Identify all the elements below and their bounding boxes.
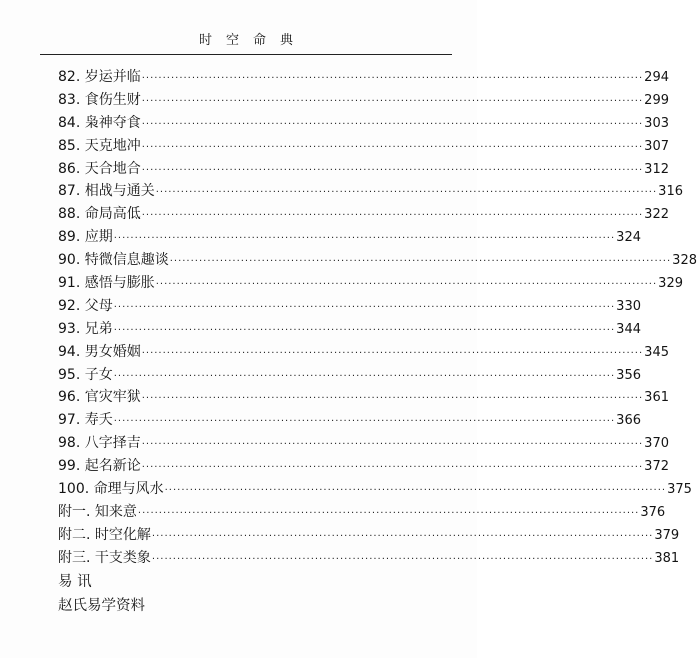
- toc-entry: [58, 66, 669, 89]
- toc-entry: [58, 409, 641, 432]
- toc-entry-title: 95. 子女: [58, 366, 113, 383]
- toc-entry: [58, 364, 641, 387]
- toc-entry-page-number: 366: [616, 413, 641, 429]
- toc-entry-page-number: 345: [644, 344, 669, 360]
- toc-dot-leader: ························································································································: [141, 73, 644, 84]
- toc-entry: [58, 180, 683, 203]
- toc-entry: [58, 89, 669, 112]
- toc-dot-leader: ························································································································: [151, 553, 654, 565]
- toc-dot-leader: ························································································································: [151, 530, 654, 542]
- toc-entry-page-number: 375: [667, 482, 692, 498]
- toc-entry: [58, 249, 697, 272]
- toc-entry-page-number: 330: [616, 298, 641, 314]
- toc-entry: [58, 203, 669, 226]
- toc-entry-title: 97. 寿夭: [58, 412, 113, 429]
- toc-dot-leader: ························································································································: [141, 164, 644, 176]
- toc-dot-leader: ························································································································: [164, 485, 667, 497]
- running-header: [40, 28, 452, 55]
- toc-entry-title: 附一. 知来意: [58, 503, 137, 520]
- toc-entry-title: 93. 兄弟: [58, 320, 113, 337]
- toc-entry-page-number: 361: [644, 390, 669, 406]
- toc-entry: [58, 455, 669, 478]
- toc-entry-title: 83. 食伤生财: [58, 91, 141, 108]
- header-title: 时空命典: [198, 33, 307, 48]
- toc-entry-title: 附二. 时空化解: [58, 526, 151, 543]
- toc-entry: [58, 135, 669, 158]
- toc-entry: [58, 501, 666, 524]
- toc-dot-leader: ························································································································: [141, 141, 644, 153]
- footer-line-yixun: 易 讯: [58, 573, 92, 590]
- toc-entry-title: 100. 命理与风水: [58, 481, 164, 498]
- toc-entry-page-number: 307: [644, 138, 669, 154]
- toc-entry: [58, 524, 680, 547]
- toc-dot-leader: ························································································································: [113, 416, 616, 428]
- toc-dot-leader: ························································································································: [141, 95, 644, 107]
- toc-entry-page-number: 370: [644, 436, 669, 452]
- toc-entry-page-number: 322: [644, 207, 669, 223]
- toc-entry-page-number: 356: [616, 367, 641, 383]
- toc-entry-page-number: 372: [644, 459, 669, 475]
- toc-dot-leader: ························································································································: [141, 439, 644, 451]
- toc-entry-page-number: 312: [644, 161, 669, 177]
- toc-dot-leader: ························································································································: [155, 187, 658, 199]
- toc-entry: [58, 318, 641, 341]
- toc-entry-page-number: 299: [644, 92, 669, 108]
- toc-entry-title: 91. 感悟与膨胀: [58, 275, 155, 292]
- toc-entry-page-number: 329: [658, 276, 683, 292]
- toc-entry: [58, 478, 692, 501]
- toc-entry-title: 96. 官灾牢狱: [58, 389, 141, 406]
- toc-entry: [58, 272, 683, 295]
- toc-dot-leader: ························································································································: [141, 347, 644, 359]
- toc-entry-title: 82. 岁运并临: [58, 69, 141, 85]
- toc-entry-page-number: 344: [616, 321, 641, 337]
- toc-entry-page-number: 381: [654, 550, 680, 566]
- toc-entry-page-number: 376: [640, 504, 666, 520]
- toc-dot-leader: ························································································································: [155, 279, 658, 291]
- toc-entry-title: 85. 天克地冲: [58, 137, 141, 154]
- toc-dot-leader: ························································································································: [113, 324, 616, 336]
- toc-entry: [58, 341, 669, 364]
- toc-entry-title: 92. 父母: [58, 297, 113, 314]
- toc-dot-leader: ························································································································: [141, 462, 644, 474]
- toc-dot-leader: ························································································································: [141, 118, 644, 130]
- footer-line-source: 赵氏易学资料: [58, 597, 145, 614]
- toc-dot-leader: ························································································································: [137, 507, 640, 519]
- toc-entry-title: 89. 应期: [58, 229, 113, 246]
- toc-entry-title: 84. 枭神夺食: [58, 114, 141, 131]
- toc-dot-leader: ························································································································: [141, 393, 644, 405]
- toc-entry-title: 94. 男女婚姻: [58, 343, 141, 360]
- toc-entry: [58, 158, 669, 181]
- toc-dot-leader: ························································································································: [169, 256, 672, 268]
- toc-entry-title: 98. 八字择吉: [58, 435, 141, 452]
- toc-entry-page-number: 316: [658, 184, 683, 200]
- toc-dot-leader: ························································································································: [113, 233, 616, 245]
- toc-entry-title: 86. 天合地合: [58, 160, 141, 177]
- toc-entry-page-number: 324: [616, 230, 641, 246]
- toc-entry: [58, 386, 669, 409]
- toc-entry: [58, 226, 641, 249]
- toc-entry: [58, 295, 641, 318]
- toc-dot-leader: ························································································································: [141, 210, 644, 222]
- toc-entry: [58, 112, 669, 135]
- toc-entry: [58, 547, 680, 570]
- toc-entry-title: 87. 相战与通关: [58, 183, 155, 200]
- table-of-contents: [58, 66, 697, 618]
- toc-entry-page-number: 379: [654, 527, 680, 543]
- toc-entry-title: 99. 起名新论: [58, 458, 141, 475]
- toc-dot-leader: ························································································································: [113, 370, 616, 382]
- toc-entry-page-number: 294: [644, 70, 669, 85]
- toc-entry: [58, 432, 669, 455]
- toc-entry-page-number: 303: [644, 115, 669, 131]
- toc-entry-title: 90. 特微信息趣谈: [58, 252, 169, 269]
- toc-entry-title: 附三. 干支类象: [58, 549, 151, 566]
- toc-dot-leader: ························································································································: [113, 301, 616, 313]
- toc-entry-page-number: 328: [672, 253, 697, 269]
- toc-entry-title: 88. 命局高低: [58, 206, 141, 223]
